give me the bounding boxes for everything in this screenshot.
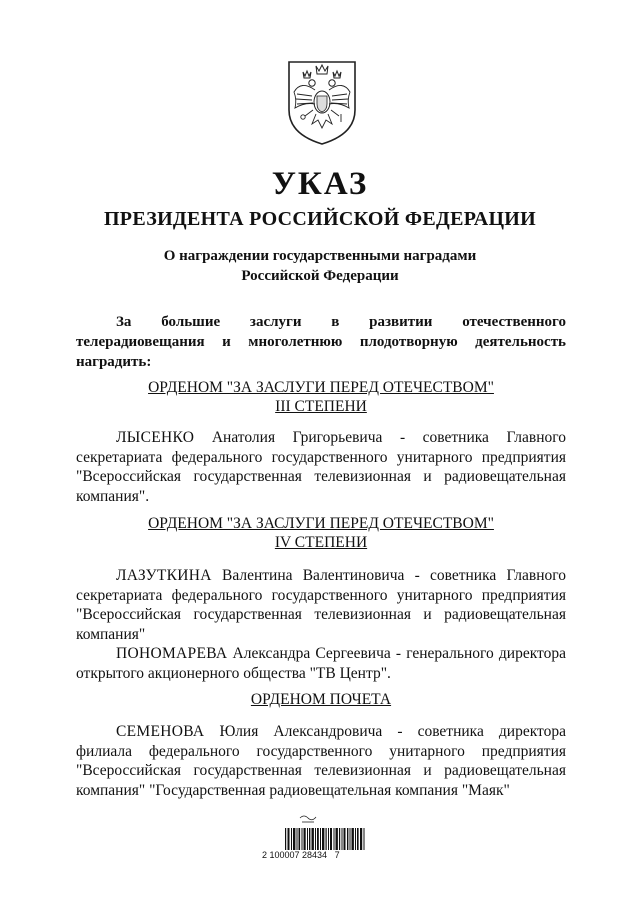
award-heading-line-2: III СТЕПЕНИ <box>275 398 367 415</box>
recipient-paragraph <box>76 722 566 800</box>
recipient-paragraph <box>76 428 566 506</box>
recipient-paragraph <box>76 644 566 683</box>
barcode-bars <box>285 828 365 850</box>
award-heading-line-1: ОРДЕНОМ ПОЧЕТА <box>250 691 392 708</box>
decree-subject <box>100 246 540 286</box>
recipient-surname: СЕМЕНОВА <box>116 723 205 740</box>
award-heading-line-2: IV СТЕПЕНИ <box>274 534 368 551</box>
recipient-surname: ПОНОМАРЕВА <box>116 645 228 662</box>
award-heading-honor <box>76 690 566 709</box>
recipient-details: Юлия Александровича - советника директора филиала федерального государственного унитарного предприятия "Всероссийская государственная телевизионная и радиовещательная компания" "Государственная радиовещательная компания "Маяк" <box>76 723 566 799</box>
recipient-paragraph <box>76 566 566 644</box>
award-heading-merit-4 <box>76 514 566 552</box>
crown-icon <box>303 65 341 78</box>
award-heading-line-1: ОРДЕНОМ "ЗА ЗАСЛУГИ ПЕРЕД ОТЕЧЕСТВОМ" <box>148 515 494 532</box>
barcode-stamp-icon <box>300 816 316 822</box>
decree-preamble: За большие заслуги в развитии отечественного телерадиовещания и многолетнюю плодотворную деятельность наградить: <box>76 314 566 370</box>
coat-of-arms-emblem <box>283 52 361 146</box>
barcode-number: 2 100007 28434 7 <box>262 850 340 860</box>
award-heading-merit-3 <box>76 378 566 416</box>
recipient-details: Валентина Валентиновича - советника Главного секретариата федерального государственного унитарного предприятия "Всероссийская государственная телевизионная и радиовещательная компания" <box>76 567 566 643</box>
barcode <box>270 814 380 874</box>
award-heading-line-1: ОРДЕНОМ "ЗА ЗАСЛУГИ ПЕРЕД ОТЕЧЕСТВОМ" <box>148 379 494 396</box>
recipient-details: Александра Сергеевича - генерального директора открытого акционерного общества "ТВ Центр". <box>76 645 566 682</box>
recipient-surname: ЛАЗУТКИНА <box>116 567 212 584</box>
decree-issuer: ПРЕЗИДЕНТА РОССИЙСКОЙ ФЕДЕРАЦИИ <box>103 208 537 230</box>
decree-title: УКАЗ <box>271 166 369 202</box>
decree-subject-line-1: О награждении государственными наградами <box>163 248 477 264</box>
recipient-surname: ЛЫСЕНКО <box>116 429 195 446</box>
decree-subject-line-2: Российской Федерации <box>241 268 399 284</box>
recipient-details: Анатолия Григорьевича - советника Главного секретариата федерального государственного унитарного предприятия "Всероссийская государственная телевизионная и радиовещательная компания". <box>76 429 566 505</box>
